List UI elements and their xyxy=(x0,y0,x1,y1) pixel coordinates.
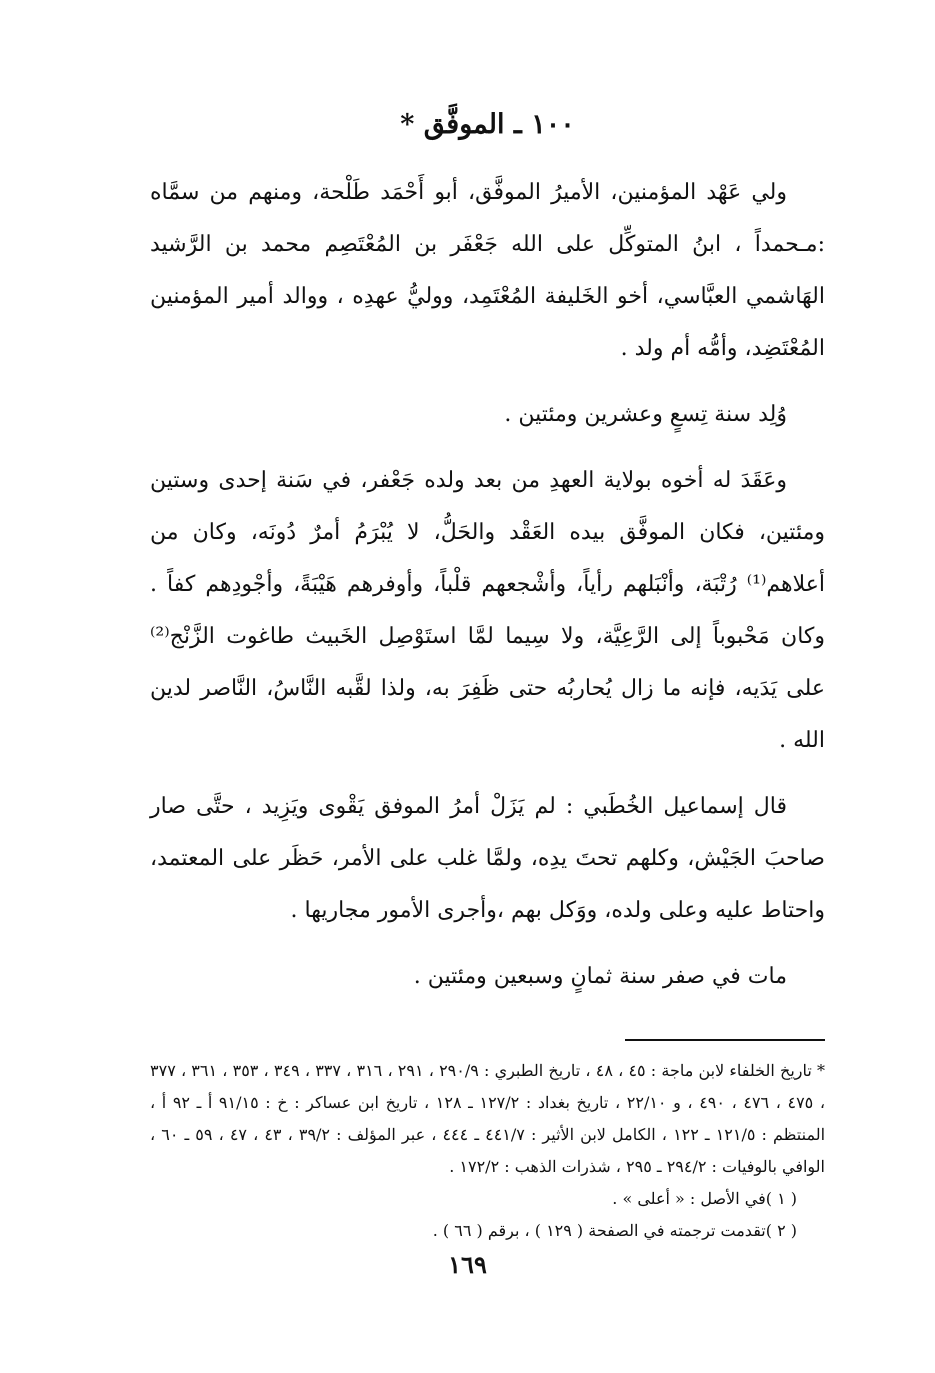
paragraph-quote: قال إسماعيل الخُطَبي : لم يَزَلْ أمرُ الموفق يَقْوى ويَزِيد ، حتَّى صار صاحبَ الجَيْش، وكلهم تحتَ يدِه، ولمَّا غلب على الأمر، حَظَر على المعتمد، واحتاط عليه وعلى ولده، ووَكل بهم ،وأجرى الأمور مجاريها . xyxy=(150,794,825,923)
paragraph-death: مات في صفر سنة ثمانٍ وسبعين ومئتين . xyxy=(413,964,787,989)
page-body xyxy=(150,105,825,1247)
footnote-sources: * تاريخ الخلفاء لابن ماجة : ٤٥ ، ٤٨ ، تاريخ الطبري : ٢٩٠/٩ ، ٢٩١ ، ٣١٦ ، ٣٣٧ ، ٣٤٩ ، ٣٥٣ ، ٣٦١ ، ٣٧٧ ، ٤٧٥ ، ٤٧٦ ، ٤٩٠ ، و ٢٢/١٠ ، تاريخ بغداد : ١٢٧/٢ ـ ١٢٨ ، تاريخ ابن عساكر : خ : ٩١/١٥ أ ـ ٩٢ أ ، المنتظم : ١٢١/٥ ـ ١٢٢ ، الكامل لابن الأثير : ٤٤١/٧ ـ ٤٤٤ ، عبر المؤلف : ٣٩/٢ ، ٤٣ ، ٤٧ ، ٥٩ ـ ٦٠ ، الوافي بالوفيات : ٢٩٤/٢ ـ ٢٩٥ ، شذرات الذهب : ١٧٢/٢ . xyxy=(150,1061,826,1176)
paragraph-succession: وعَقَدَ له أخوه بولاية العهدِ من بعد ولده جَعْفر، في سَنة إحدى وستين ومئتين، فكان الموفَّق بيده العَقْد والحَلُّ، لا يُبْرَمُ أمرٌ دُونَه، وكان من أعلاهم⁽¹⁾ رُتْبَة، وأنْبَلهم رأياً، وأشْجعهم قلْباً، وأوفرهم هَيْبَةً، وأجْودِهم كفاً . وكان مَحْبوباً إلى الرَّعِيَّة، ولا سِيما لمَّا استَوْصِل الخَبيث طاغوت الزَّنْج⁽²⁾ على يَدَيه، فإنه ما زال يُحاربُه حتى ظَفِرَ به، ولذا لقَّبه النَّاسُ، النَّاصر لدين الله . xyxy=(150,468,825,753)
paragraph-birth: وُلِد سنة تِسعٍ وعشرين ومئتين . xyxy=(504,402,787,427)
footnotes xyxy=(150,1055,825,1247)
paragraph-intro: ولي عَهْد المؤمنين، الأميرُ الموفَّق، أبو أَحْمَد طَلْحة، ومنهم من سمَّاه :مـحمداً ، ابنُ المتوكِّل على الله جَعْفَر بن المُعْتَصِم محمد بن الرَّشيد الهَاشمي العبَّاسي، أخو الخَليفة المُعْتَمِد، ووليُّ عهدِه ، ووالد أمير المؤمنين المُعْتَضِد، وأمُّه أم ولد . xyxy=(150,180,825,361)
footnote-separator-wrap xyxy=(150,1009,825,1055)
page-number: ١٦٩ xyxy=(448,1250,487,1279)
footnote-1: ( ١ )في الأصل : « أعلى » . xyxy=(612,1189,797,1208)
footnote-separator xyxy=(625,1039,825,1041)
footnote-2: ( ٢ )تقدمت ترجمته في الصفحة ( ١٢٩ ) ، برقم ( ٦٦ ) . xyxy=(432,1221,797,1240)
section-title: ١٠٠ ـ الموفَّق * xyxy=(400,109,575,140)
